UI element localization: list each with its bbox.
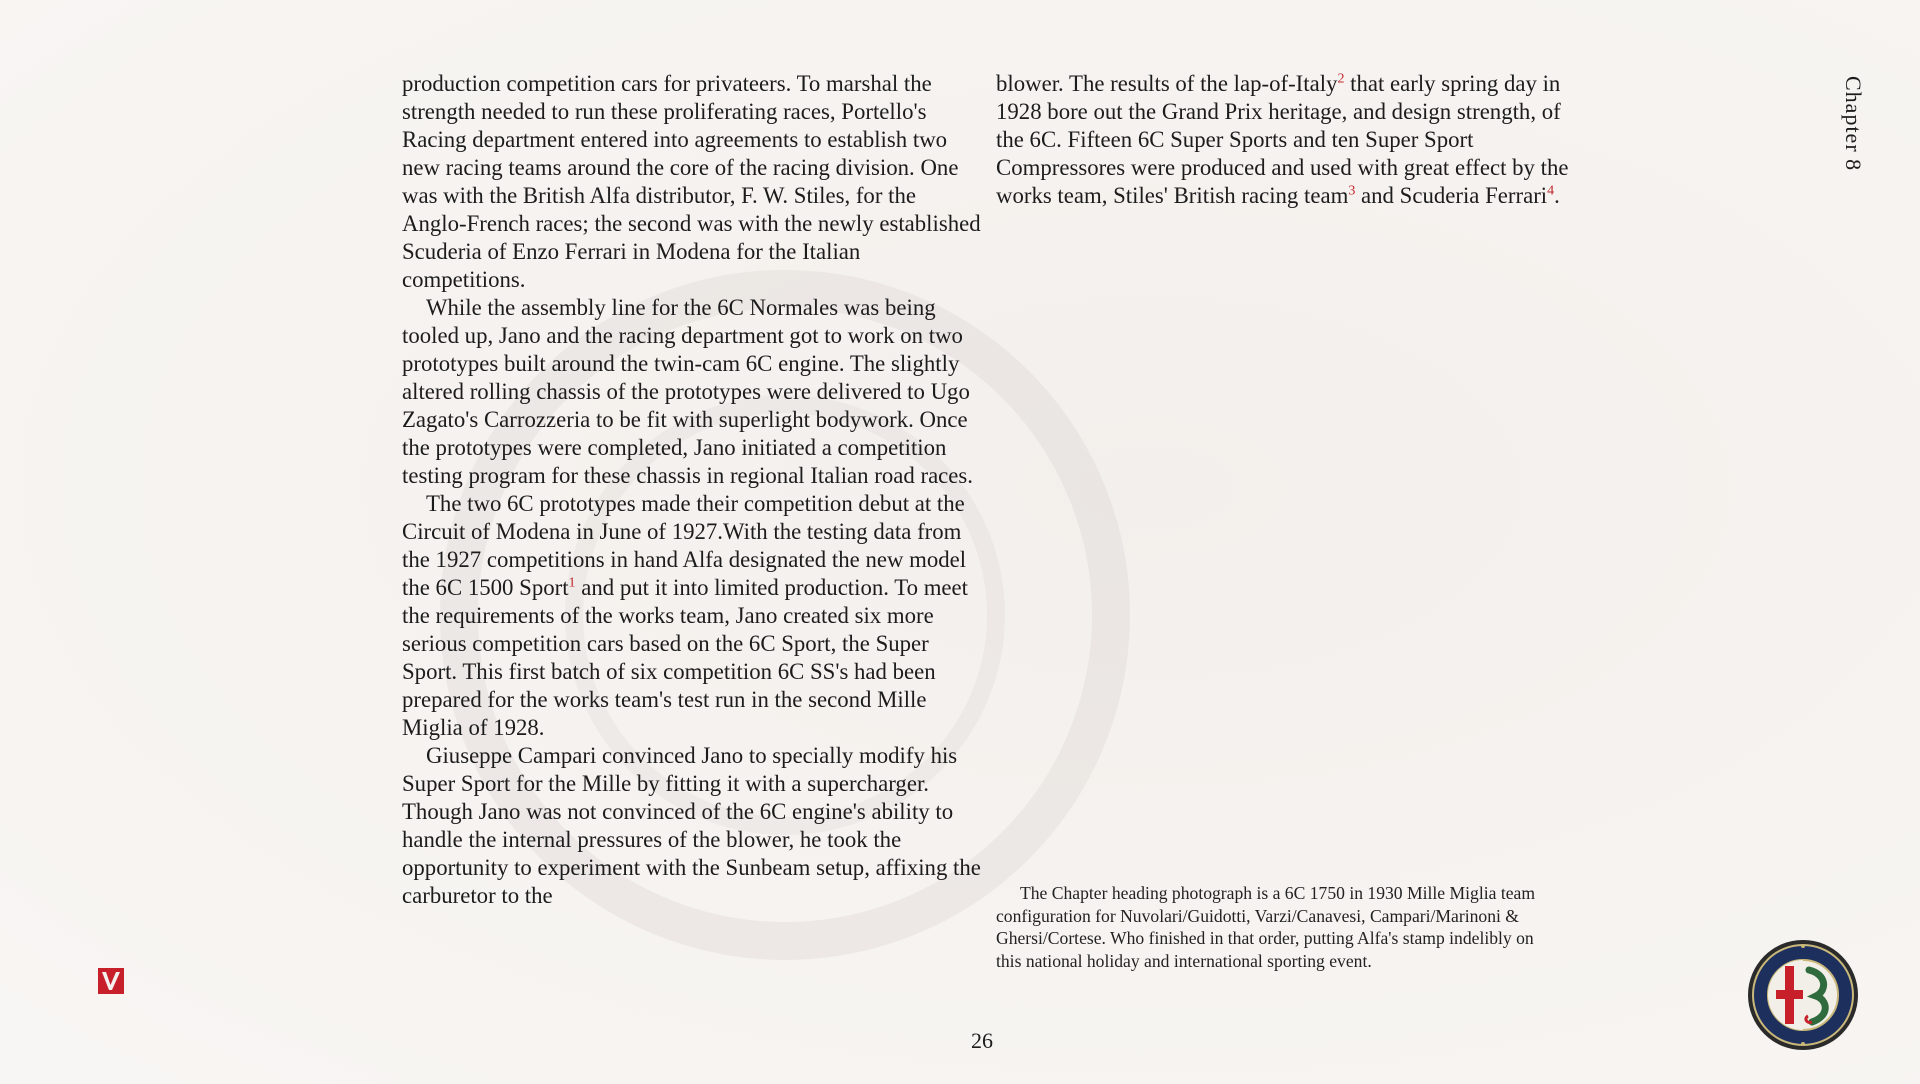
- body-paragraph: [996, 70, 1580, 210]
- footnote-marker[interactable]: 4: [1547, 183, 1555, 199]
- footnote-marker[interactable]: 1: [568, 575, 576, 591]
- page-number: 26: [971, 1028, 993, 1053]
- body-paragraph: [402, 294, 984, 490]
- paragraph-text: production competition cars for privateers. To marshal the strength needed to run these proliferating races, Portello's Racing department entered into agreements to establish two new racing teams around the core of the racing division. One was with the British Alfa distributor, F. W. Stiles, for the Anglo-French races; the second was with the newly established Scuderia of Enzo Ferrari in Modena for the Italian competitions.: [402, 71, 981, 292]
- body-paragraph: [402, 742, 984, 910]
- left-column: [402, 70, 984, 910]
- footnote-marker[interactable]: 3: [1348, 183, 1356, 199]
- paragraph-text: While the assembly line for the 6C Normales was being tooled up, Jano and the racing department got to work on two prototypes built around the twin-cam 6C engine. The slightly altered rolling chassis of the prototypes were delivered to Ugo Zagato's Carrozzeria to be fit with superlight bodywork. Once the prototypes were completed, Jano initiated a competition testing program for these chassis in regional Italian road races.: [402, 295, 973, 488]
- paragraph-text: blower. The results of the lap-of-Italy: [996, 71, 1338, 96]
- paragraph-text: and Scuderia Ferrari: [1355, 183, 1548, 208]
- paragraph-text: Giuseppe Campari convinced Jano to specially modify his Super Sport for the Mille by fitting it with a supercharger. Though Jano was not convinced of the 6C engine's ability to handle the internal pressures of the blower, he took the opportunity to experiment with the Sunbeam setup, affixing the carburetor to the: [402, 743, 981, 908]
- v-logo-icon: [98, 968, 124, 994]
- chapter-label: Chapter 8: [1841, 76, 1866, 172]
- caption-text: The Chapter heading photograph is a 6C 1750 in 1930 Mille Miglia team configuration for Nuvolari/Guidotti, Varzi/Canavesi, Campari/Marinoni & Ghersi/Cortese. Who finished in that order, putting Alfa's stamp indelibly on this national holiday and international sporting event.: [996, 883, 1536, 971]
- photo-caption: [996, 882, 1558, 972]
- footnote-marker[interactable]: 2: [1337, 71, 1345, 87]
- alfa-romeo-badge-icon: [1746, 938, 1860, 1052]
- paragraph-text: The two 6C prototypes made their competition debut at the Circuit of Modena in June of 1927.With the testing data from the 1927 competitions in hand Alfa designated the new model the 6C 1500 Sport: [402, 491, 967, 600]
- paragraph-text: that early spring day in 1928 bore out the Grand Prix heritage, and design strength, of the 6C. Fifteen 6C Super Sports and ten Super Sport Compressores were produced and used with great effect by the works team, Stiles' British racing team: [996, 71, 1569, 208]
- paragraph-text: and put it into limited production. To meet the requirements of the works team, Jano created six more serious competition cars based on the 6C Sport, the Super Sport. This first batch of six competition 6C SS's had been prepared for the works team's test run in the second Mille Miglia of 1928.: [402, 575, 968, 740]
- paragraph-text: .: [1554, 183, 1560, 208]
- body-paragraph: [402, 70, 984, 294]
- right-column: [996, 70, 1580, 210]
- body-paragraph: [402, 490, 984, 742]
